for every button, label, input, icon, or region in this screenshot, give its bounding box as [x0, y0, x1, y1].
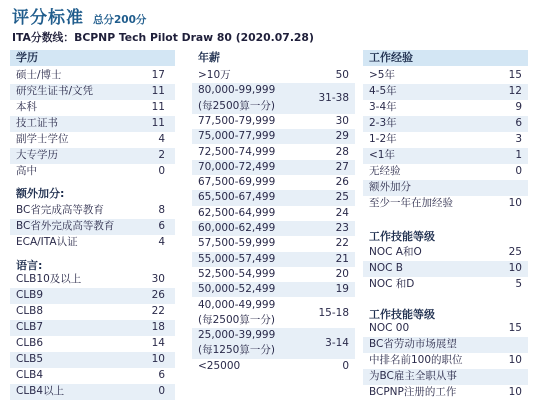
salary-row-value: 25 — [335, 191, 349, 204]
salary-row — [192, 83, 355, 114]
experience-row-value: 9 — [515, 101, 522, 113]
salary-row — [192, 129, 355, 144]
salary-row-value: 31-38 — [318, 92, 349, 105]
education-row — [10, 132, 175, 148]
education-row-value: 0 — [158, 165, 165, 177]
skill1-row — [363, 277, 528, 293]
salary-row-value: 3-14 — [325, 337, 349, 350]
education-row-value: 11 — [151, 101, 165, 113]
extra-row-value: 6 — [158, 220, 165, 232]
education-row-label: 技工证书 — [16, 117, 58, 129]
salary-row-label: 25,000-39,999 — [198, 329, 276, 342]
salary-row-value: 23 — [335, 222, 349, 234]
salary-row-label: 60,000-62,499 — [198, 222, 276, 234]
experience-row-label: 4-5年 — [369, 85, 397, 97]
experience-row — [363, 196, 528, 212]
experience-row-label: 1-2年 — [369, 133, 397, 145]
page-title: 评分标准 — [12, 8, 84, 28]
education-row-value: 2 — [158, 149, 165, 161]
extra-row — [10, 203, 175, 219]
language-row — [10, 320, 175, 336]
education-row — [10, 148, 175, 164]
column-experience-skills — [363, 50, 528, 404]
language-row-label: CLB6 — [16, 337, 44, 349]
salary-row — [192, 221, 355, 236]
salary-row — [192, 236, 355, 251]
education-row-value: 11 — [151, 117, 165, 129]
salary-row-label: 67,500-69,999 — [198, 176, 276, 189]
experience-row-value: 3 — [515, 133, 522, 145]
salary-row — [192, 359, 355, 374]
skill2-row-value: 15 — [508, 322, 522, 334]
experience-row — [363, 84, 528, 100]
language-row-label: CLB7 — [16, 321, 44, 333]
language-row-label: CLB5 — [16, 353, 44, 365]
skill2-row-label: NOC 00 — [369, 322, 410, 334]
salary-row-label: 75,000-77,999 — [198, 130, 276, 143]
education-row-label: 硕士/博士 — [16, 69, 62, 81]
salary-row-label: 40,000-49,999 — [198, 298, 276, 311]
skill-level-header-2: 工作技能等级 — [369, 308, 435, 321]
education-row-label: 大专学历 — [16, 149, 58, 161]
language-row-value: 26 — [151, 289, 165, 301]
salary-row-label: 70,000-72,499 — [198, 160, 276, 173]
experience-row — [363, 116, 528, 132]
salary-row — [192, 160, 355, 175]
experience-row-value: 6 — [515, 117, 522, 129]
experience-row — [363, 164, 528, 180]
language-row — [10, 368, 175, 384]
salary-row-value: 30 — [335, 114, 349, 127]
language-row-label: CLB4 — [16, 369, 44, 381]
experience-row-label: 3-4年 — [369, 101, 397, 113]
language-row — [10, 304, 175, 320]
salary-row-label: 77,500-79,999 — [198, 114, 276, 127]
total-score-label: 总分200分 — [93, 14, 147, 26]
salary-row-value: 22 — [335, 237, 349, 250]
column-education-language — [10, 50, 175, 404]
salary-row-label: 55,000-57,499 — [198, 252, 276, 265]
extra-points-header: 额外加分: — [16, 187, 65, 200]
experience-row-value: 1 — [515, 149, 522, 161]
experience-row-value: 10 — [508, 197, 522, 209]
salary-row-label: <25000 — [198, 359, 241, 372]
salary-row-label: 72,500-74,999 — [198, 145, 276, 158]
education-row — [10, 116, 175, 132]
page-title-block — [12, 3, 147, 28]
education-row — [10, 164, 175, 180]
salary-row-value: 20 — [335, 267, 349, 280]
language-row — [10, 336, 175, 352]
salary-header: 年薪 — [192, 50, 355, 66]
language-row-value: 22 — [151, 305, 165, 317]
education-row-value: 17 — [151, 69, 165, 81]
salary-row — [192, 190, 355, 205]
salary-row-label-note: (每1250算一分) — [198, 344, 275, 357]
skill2-row-label: BC省劳动市场展望 — [369, 338, 457, 350]
experience-row-label: 至少一年在加经验 — [369, 197, 453, 209]
salary-row-value: 15-18 — [318, 306, 349, 319]
skill1-row — [363, 261, 528, 277]
salary-row — [192, 206, 355, 221]
experience-row — [363, 180, 528, 196]
education-row-value: 4 — [158, 133, 165, 145]
language-row — [10, 352, 175, 368]
salary-row — [192, 175, 355, 190]
experience-row — [363, 132, 528, 148]
extra-row-label: BC省完成高等教育 — [16, 204, 104, 216]
salary-row-value: 19 — [335, 283, 349, 296]
ita-score-line: ITA分数线：BCPNP Tech Pilot Draw 80 (2020.07.28) — [12, 31, 314, 44]
skill1-row-value: 5 — [515, 278, 522, 290]
salary-row-value: 21 — [335, 252, 349, 265]
experience-row — [363, 68, 528, 84]
language-row-label: CLB9 — [16, 289, 44, 301]
skill1-row-value: 25 — [508, 246, 522, 258]
column-salary — [192, 50, 355, 404]
skill1-row — [363, 245, 528, 261]
language-row-label: CLB8 — [16, 305, 44, 317]
skill2-row-value: 10 — [508, 386, 522, 398]
language-header: 语言: — [16, 259, 43, 272]
salary-row — [192, 145, 355, 160]
experience-row-label: 无经验 — [369, 165, 401, 177]
skill2-row — [363, 385, 528, 401]
salary-row-label: 65,500-67,499 — [198, 191, 276, 204]
skill2-row — [363, 369, 528, 385]
salary-row — [192, 114, 355, 129]
salary-row-label: >10万 — [198, 69, 231, 81]
skill2-row-value: 10 — [508, 354, 522, 366]
skill2-row — [363, 337, 528, 353]
salary-row-value: 24 — [335, 206, 349, 219]
skill1-row-label: NOC B — [369, 262, 403, 274]
language-row-value: 10 — [151, 353, 165, 365]
skill2-row-label: BCPNP注册的工作 — [369, 386, 457, 398]
salary-row-label: 57,500-59,999 — [198, 237, 276, 250]
salary-row-label: 52,500-54,999 — [198, 267, 276, 280]
salary-row-label: 50,000-52,499 — [198, 283, 276, 296]
experience-row-label: 2-3年 — [369, 117, 397, 129]
education-row-label: 副学士学位 — [16, 133, 69, 145]
language-row — [10, 384, 175, 400]
experience-row — [363, 100, 528, 116]
skill2-row-label: 中排名前100的职位 — [369, 354, 463, 366]
skill2-row — [363, 353, 528, 369]
skill-level-header-1: 工作技能等级 — [369, 230, 435, 243]
extra-row — [10, 235, 175, 251]
experience-row-label: >5年 — [369, 69, 395, 81]
education-row-value: 11 — [151, 85, 165, 97]
language-row-value: 30 — [151, 273, 165, 285]
language-row-value: 6 — [158, 369, 165, 381]
education-row-label: 本科 — [16, 101, 37, 113]
salary-row-value: 26 — [335, 176, 349, 189]
skill2-row-label: 为BC雇主全职从事 — [369, 370, 457, 382]
salary-row-value: 28 — [335, 145, 349, 158]
language-row-value: 0 — [158, 385, 165, 397]
education-row-label: 研究生证书/文凭 — [16, 85, 94, 97]
language-row-value: 18 — [151, 321, 165, 333]
salary-row-label: 62,500-64,999 — [198, 206, 276, 219]
salary-row — [192, 282, 355, 297]
salary-row — [192, 328, 355, 359]
education-row-label: 高中 — [16, 165, 37, 177]
extra-row-label: BC省外完成高等教育 — [16, 220, 115, 232]
experience-row-value: 12 — [508, 85, 522, 97]
education-header: 学历 — [10, 50, 175, 66]
experience-row-value: 0 — [515, 165, 522, 177]
salary-row — [192, 252, 355, 267]
salary-row-value: 27 — [335, 160, 349, 173]
salary-row-value: 0 — [342, 359, 349, 372]
experience-row-value: 15 — [508, 69, 522, 81]
extra-row-value: 8 — [158, 204, 165, 216]
education-row — [10, 68, 175, 84]
education-row — [10, 100, 175, 116]
experience-row-label: <1年 — [369, 149, 395, 161]
skill2-row — [363, 321, 528, 337]
salary-row — [192, 267, 355, 282]
salary-row-value: 29 — [335, 130, 349, 143]
education-row — [10, 84, 175, 100]
language-row-value: 14 — [151, 337, 165, 349]
skill1-row-value: 10 — [508, 262, 522, 274]
salary-row-label-note: (每2500算一分) — [198, 313, 275, 326]
salary-row — [192, 298, 355, 329]
skill1-row-label: NOC A和O — [369, 246, 422, 258]
experience-row — [363, 148, 528, 164]
salary-row — [192, 68, 355, 83]
language-row — [10, 288, 175, 304]
extra-row-label: ECA/ITA认证 — [16, 236, 78, 248]
language-row — [10, 272, 175, 288]
language-row-label: CLB10及以上 — [16, 273, 82, 285]
salary-row-label: 80,000-99,999 — [198, 84, 276, 97]
salary-row-value: 50 — [335, 69, 349, 81]
experience-header: 工作经验 — [363, 50, 528, 66]
experience-row-label: 额外加分 — [369, 181, 411, 193]
salary-row-label-note: (每2500算一分) — [198, 99, 275, 112]
language-row-label: CLB4以上 — [16, 385, 65, 397]
extra-row — [10, 219, 175, 235]
skill1-row-label: NOC 和D — [369, 278, 415, 290]
extra-row-value: 4 — [158, 236, 165, 248]
